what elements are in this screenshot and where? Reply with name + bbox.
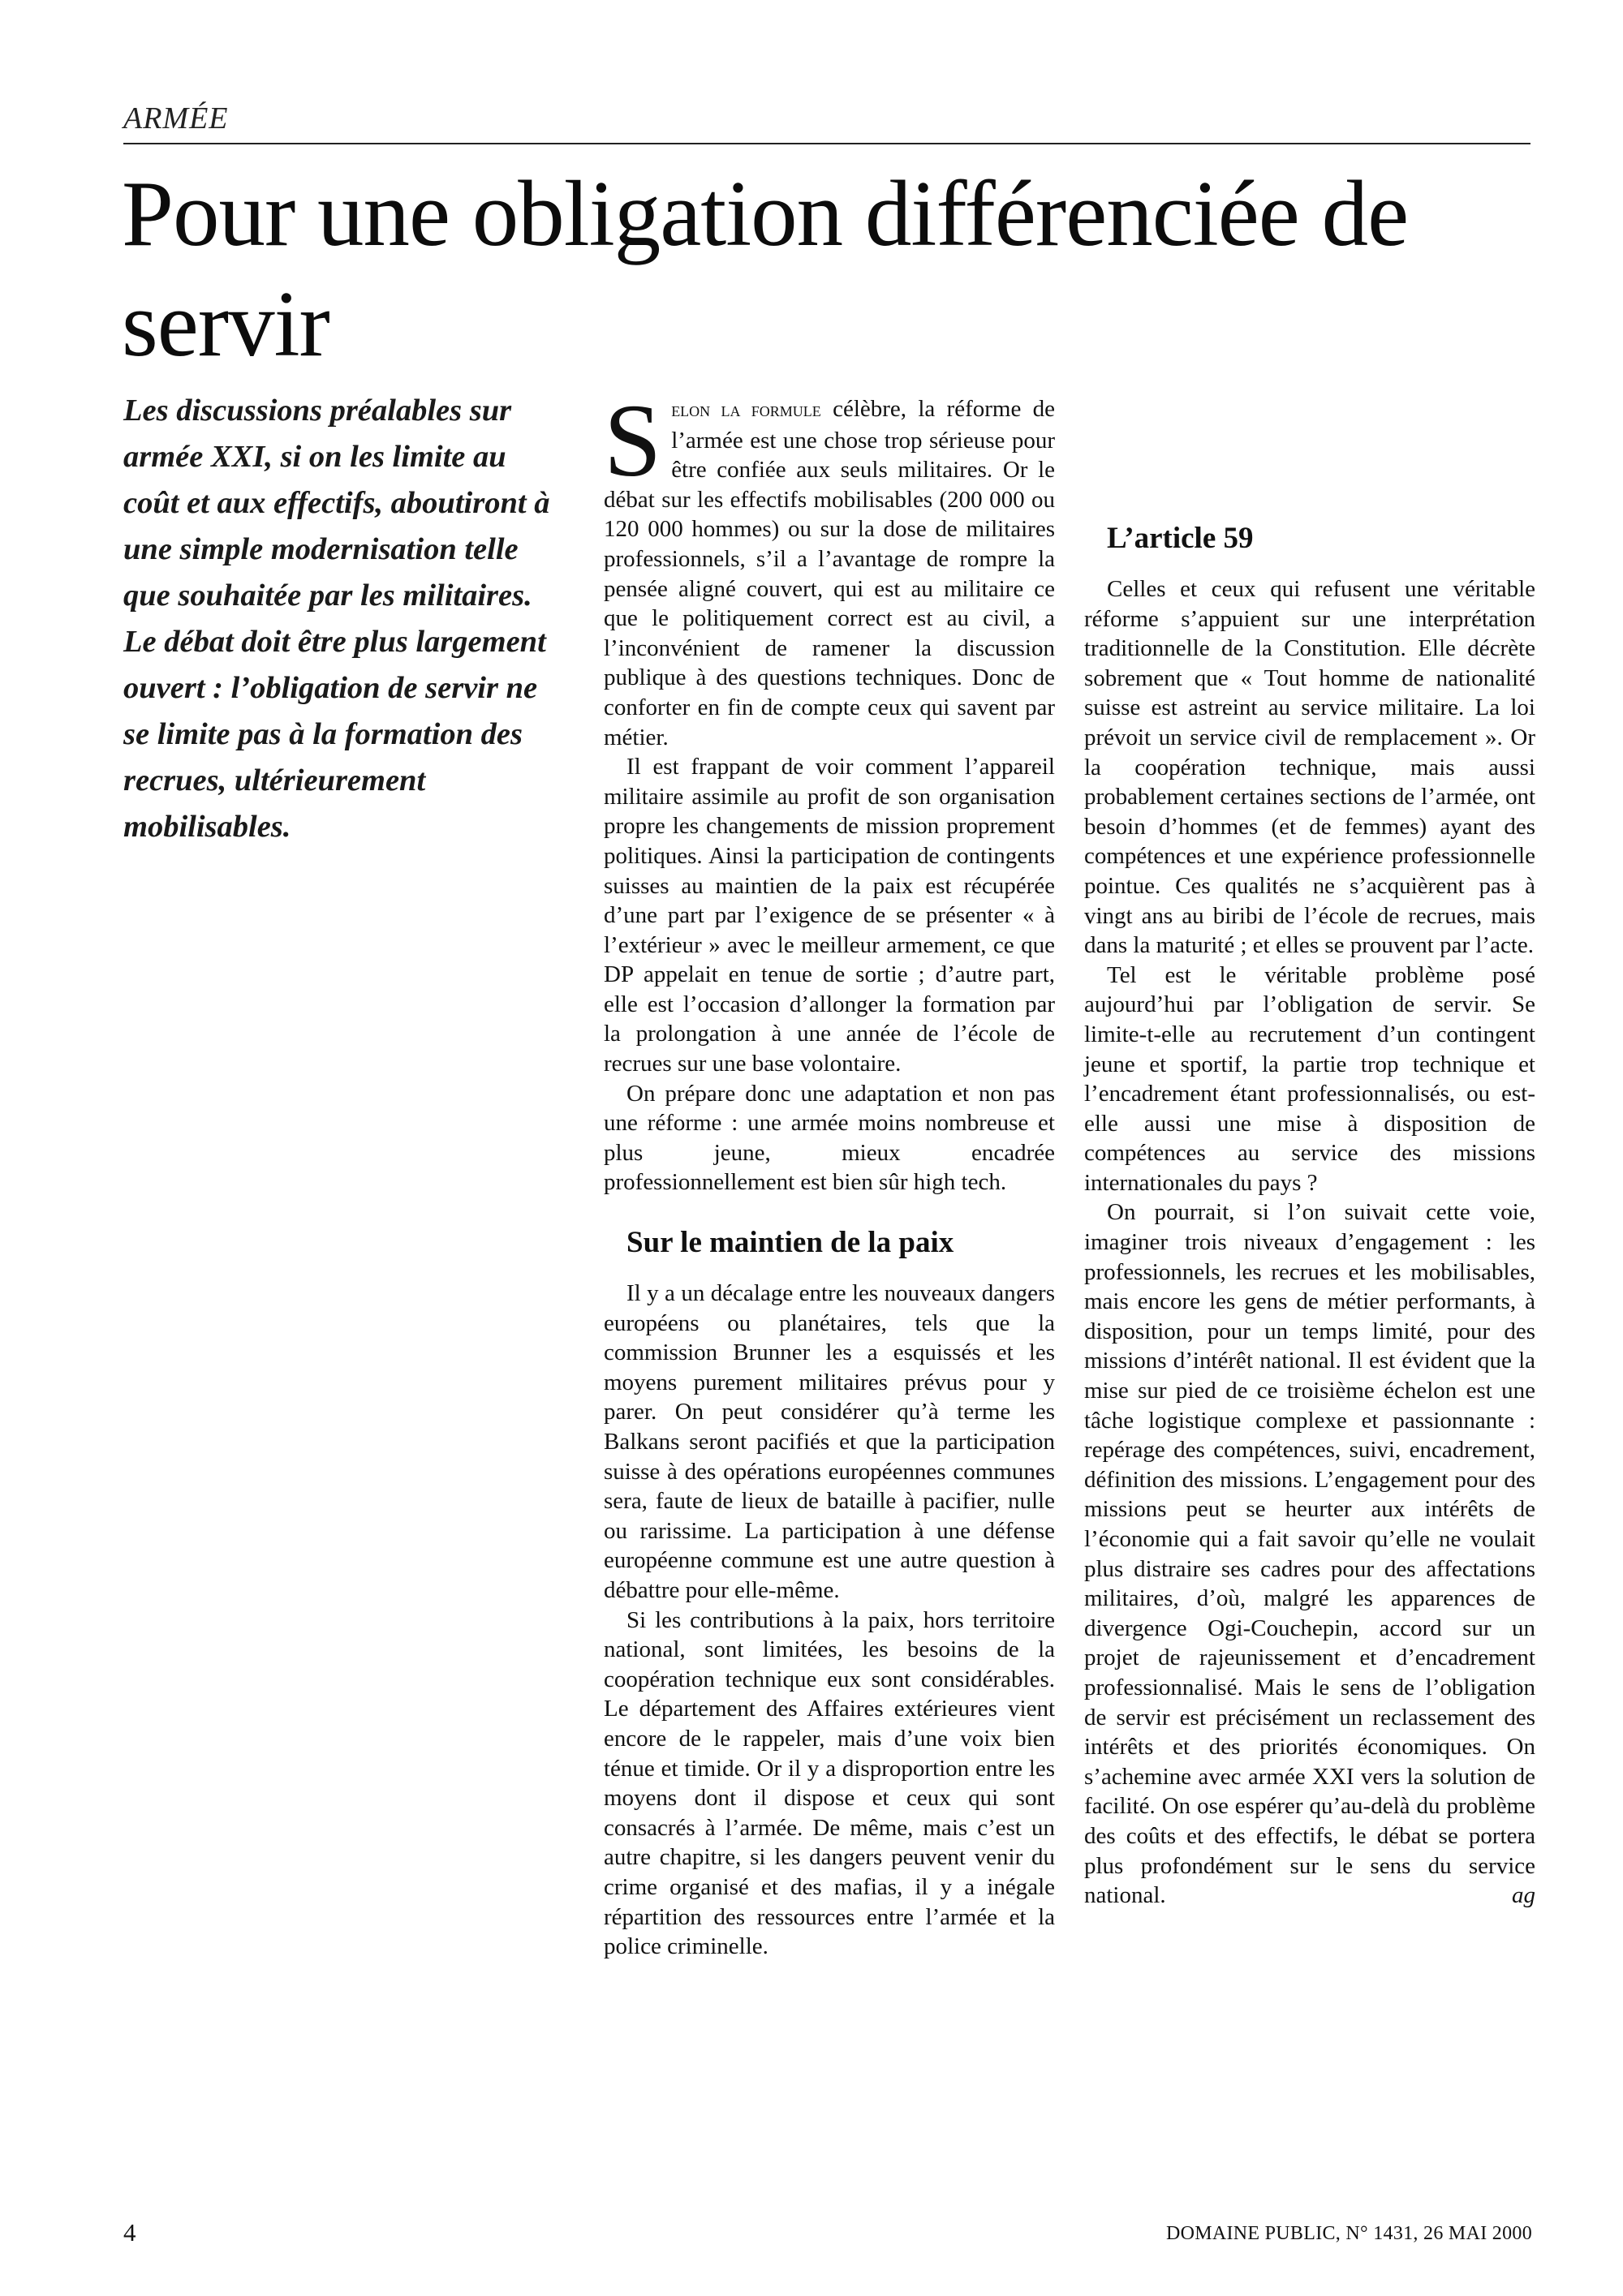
article-title: Pour une obligation différenciée de servir [122, 162, 1409, 376]
header-rule [123, 143, 1530, 144]
body-paragraph: Tel est le véritable problème posé aujourd’hui par l’obligation de servir. Se limite-t-elle au recrutement d’un contingent jeune et sportif, la partie trop technique et l’encadrement étant professionnalisés, ou est-elle aussi une mise à disposition de compétences au service des missions internationales du pays ? [1084, 961, 1535, 1196]
article-column-2 [1084, 394, 1535, 1911]
paragraph-text: célèbre, la réforme de l’armée est une chose trop sérieuse pour être confiée aux seuls militaires. Or le débat sur les effectifs mobilisables (200 000 ou 120 000 hommes) ou sur la dose de militaires professionnels, s’il a l’avantage de rompre la pensée aligné couvert, qui est au militaire ce que le politiquement correct est au civil, a l’inconvénient de ramener la discussion publique à des questions techniques. Donc de conforter en fin de compte ceux qui savent par métier. [604, 396, 1055, 750]
section-rubric: ARMÉE [123, 101, 229, 135]
drop-cap: S [604, 383, 662, 498]
body-paragraph: Celles et ceux qui refusent une véritable réforme s’appuient sur une interprétation traditionnelle de la Constitution. Elle décrète sobrement que « Tout homme de nationalité suisse est astreint au service militaire. La loi prévoit un service civil de remplacement ». Or la coopération technique, mais aussi probablement certaines sections de l’armée, ont besoin d’hommes (et de femmes) ayant des compétences et une expérience professionnelle pointue. Ces qualités ne s’acquièrent pas à vingt ans au biribi de l’école de recrues, mais dans la maturité ; et elles se prouvent par l’acte. [1084, 576, 1535, 959]
author-signature: ag [1512, 1882, 1535, 1909]
body-paragraph: On prépare donc une adaptation et non pas une réforme : une armée moins nombreuse et plus jeune, mieux encadrée professionnellement est bien sûr high tech. [604, 1080, 1055, 1196]
lead-paragraph [123, 388, 562, 850]
subheading-maintien: Sur le maintien de la paix [626, 1226, 954, 1260]
paragraph-text: On pourrait, si l’on suivait cette voie, imaginer trois niveaux d’engagement : les professionnels, les recrues et les mobilisables, mais encore les gens de métier performants, à disposition, pour un temps limité, pour des missions d’intérêt national. Il est évident que la mise sur pied de ce troisième échelon est une tâche logistique complexe et passionnante : repérage des compétences, suivi, encadrement, définition des missions. L’engagement pour des missions peut se heurter aux intérêts de l’économie qui a fait savoir qu’elle ne voulait plus distraire ses cadres pour des affectations militaires, d’où, malgré les apparences de divergence Ogi-Couchepin, accord sur un projet de rajeunissement et d’encadrement professionnalisé. Mais le sens de l’obligation de servir est précisément un reclassement des intérêts et des priorités économiques. On s’achemine avec armée XXI vers la solution de facilité. On ose espérer qu’au-delà du problème des coûts et des effectifs, le débat se portera plus profondément sur le sens du service national. [1084, 1199, 1535, 1909]
publication-footer: DOMAINE PUBLIC, N° 1431, 26 MAI 2000 [1165, 2223, 1532, 2244]
opening-smallcaps: elon la formule [671, 399, 821, 421]
body-paragraph [1084, 1197, 1535, 1910]
article-column-1 [604, 383, 1055, 1962]
lead-text-1: Les discussions préalables sur armée XXI, si on les limite au coût et aux effectifs, aboutiront à une simple modernisation telle que souhaitée par les militaires. [123, 393, 550, 613]
lead-text-2: Le débat doit être plus largement ouvert : l’obligation de servir ne se limite pas à la formation des recrues, ultérieurement mobilisables. [123, 625, 546, 844]
page-number: 4 [123, 2218, 136, 2247]
subheading-article-59: L’article 59 [1107, 522, 1254, 555]
body-paragraph: Si les contributions à la paix, hors territoire national, sont limitées, les besoins de la coopération technique eux sont considérables. Le département des Affaires extérieures vient encore de le rappeler, mais d’une voix bien ténue et timide. Or il y a disproportion entre les moyens dont il dispose et ceux qui sont consacrés à l’armée. De même, mais c’est un autre chapitre, si les dangers peuvent venir du crime organisé et des mafias, il y a inégale répartition des ressources entre l’armée et la police criminelle. [604, 1606, 1055, 1960]
body-paragraph: Il est frappant de voir comment l’appareil militaire assimile au profit de son organisation propre les changements de mission proprement politiques. Ainsi la participation de contingents suisses au maintien de la paix est récupérée d’une part par l’exigence de se présenter « à l’extérieur » avec le meilleur armement, ce que DP appelait en tenue de sortie ; d’autre part, elle est l’occasion d’allonger la formation par la prolongation à une année de l’école de recrues sur une base volontaire. [604, 754, 1055, 1077]
body-paragraph [604, 383, 1055, 752]
body-paragraph: Il y a un décalage entre les nouveaux dangers européens ou planétaires, tels que la commission Brunner les a esquissés et les moyens purement militaires prévus pour y parer. On peut considérer qu’à terme les Balkans seront pacifiés et que la participation suisse à des opérations européennes communes sera, faute de lieux de bataille à pacifier, nulle ou rarissime. La participation à une défense européenne commune est une autre question à débattre pour elle-même. [604, 1280, 1055, 1603]
